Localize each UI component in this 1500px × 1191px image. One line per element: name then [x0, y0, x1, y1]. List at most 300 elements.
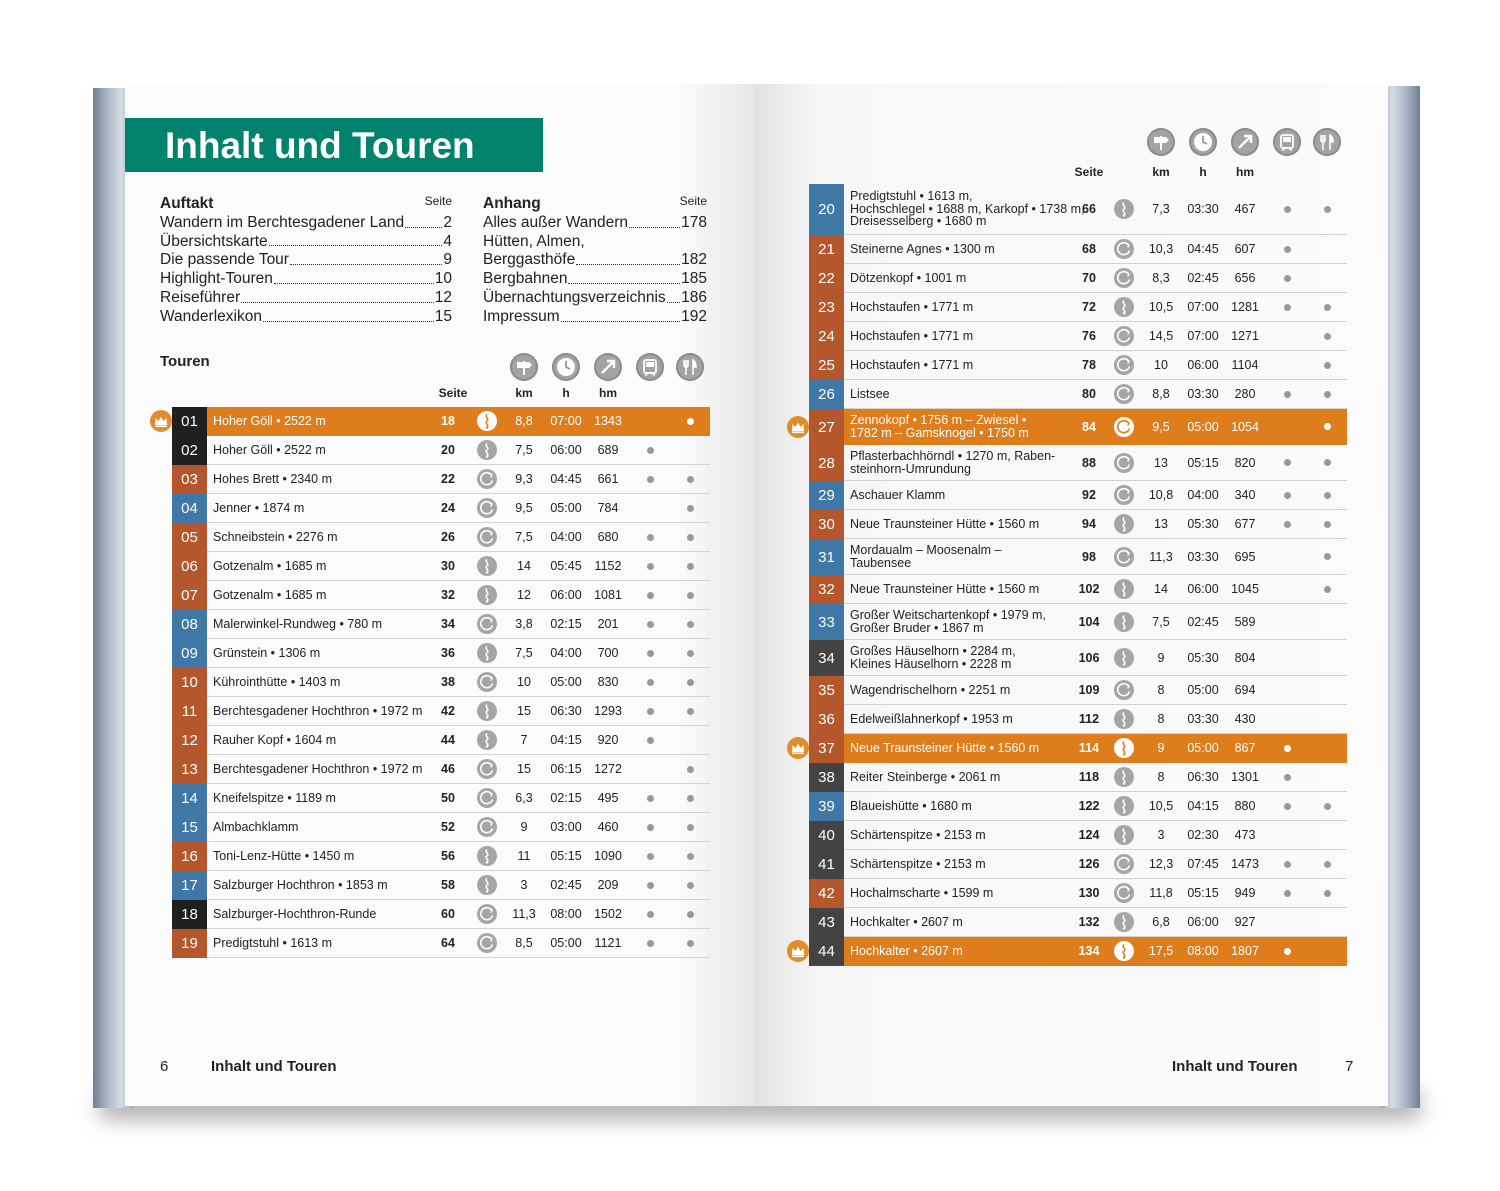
one-way-route-icon	[1114, 738, 1134, 758]
tour-elevation: 820	[1234, 455, 1256, 470]
tour-name-line: Pflasterbachhörndl • 1270 m, Raben-	[850, 449, 1056, 463]
tour-name: Hochkalter • 2607 m	[850, 943, 963, 958]
tour-number: 03	[172, 465, 207, 494]
toc-heading: Anhang	[483, 195, 541, 212]
toc-leader-dots	[568, 270, 680, 284]
tour-page: 88	[1082, 455, 1096, 470]
one-way-route-icon	[1114, 612, 1134, 632]
tour-km: 10,3	[1148, 242, 1174, 256]
toc-leader-dots	[269, 233, 443, 247]
tour-number: 31	[809, 539, 844, 575]
signpost-icon	[1147, 128, 1175, 156]
tour-row	[809, 445, 1347, 481]
tour-elevation: 880	[1234, 799, 1256, 813]
tour-duration: 06:00	[1187, 582, 1219, 596]
tour-row	[172, 639, 710, 668]
tour-row	[809, 510, 1347, 539]
tour-km: 9,5	[1152, 419, 1170, 434]
tour-number: 35	[809, 676, 844, 705]
tour-page: 18	[441, 414, 455, 428]
tour-duration: 04:45	[1187, 242, 1219, 256]
one-way-route-icon	[477, 846, 497, 866]
tour-duration: 04:00	[1187, 488, 1219, 502]
tour-row	[172, 842, 710, 871]
tour-km: 10,5	[1148, 799, 1174, 813]
tour-page: 58	[441, 878, 455, 892]
tour-number: 29	[809, 481, 844, 510]
one-way-route-icon	[1114, 199, 1134, 219]
tour-duration: 02:15	[550, 617, 582, 631]
toc-item-page: 192	[681, 307, 707, 325]
tour-row	[809, 850, 1347, 879]
tour-km: 15	[517, 704, 531, 718]
toc-anhang	[483, 195, 707, 327]
tour-number: 30	[809, 510, 844, 539]
page-title: Inhalt und Touren	[165, 125, 475, 166]
tour-elevation: 680	[597, 530, 619, 544]
food-dot	[1324, 391, 1331, 398]
tour-name: Gotzenalm • 1685 m	[213, 587, 327, 602]
tour-name-lines	[850, 645, 1016, 670]
tour-name-line: Dreisesselberg • 1680 m	[850, 214, 987, 229]
tour-name: Hoher Göll • 2522 m	[213, 442, 326, 457]
tour-page: 84	[1082, 419, 1096, 434]
tour-elevation: 1054	[1231, 419, 1259, 434]
round-trip-icon	[1114, 485, 1134, 505]
tour-row	[809, 792, 1347, 821]
tour-row	[172, 929, 710, 958]
tour-row	[172, 465, 710, 494]
toc-item	[160, 251, 452, 270]
tour-km: 12,3	[1148, 857, 1174, 871]
one-way-route-icon	[1114, 796, 1134, 816]
round-trip-icon	[1114, 417, 1134, 437]
tour-km: 9,5	[515, 501, 533, 515]
bus-icon	[1273, 128, 1301, 156]
tour-page: 132	[1078, 915, 1100, 929]
tour-km: 11	[517, 849, 531, 863]
tour-name-lines	[850, 450, 1055, 475]
tour-page: 98	[1082, 549, 1096, 564]
tour-km: 9	[520, 820, 528, 834]
tour-km: 7,5	[1152, 614, 1170, 629]
toc-item-label: Berggasthöfe	[483, 251, 576, 269]
tour-number: 21	[809, 235, 844, 264]
tour-row	[809, 184, 1347, 235]
tour-number: 01	[172, 407, 207, 436]
tour-row	[809, 640, 1347, 676]
one-way-route-icon	[1114, 579, 1134, 599]
tour-name	[850, 539, 1001, 574]
tour-duration: 06:15	[550, 762, 582, 776]
bus-dot	[1284, 890, 1291, 897]
restaurant-icon	[1313, 128, 1341, 156]
tour-elevation: 460	[597, 820, 619, 834]
tour-page: 24	[441, 501, 455, 515]
tour-duration: 04:15	[1187, 799, 1219, 813]
tour-row	[172, 784, 710, 813]
toc-item-page: 182	[681, 251, 707, 269]
one-way-route-icon	[1114, 941, 1134, 961]
bus-dot	[647, 447, 654, 454]
toc-auftakt	[160, 195, 452, 327]
tour-number: 40	[809, 821, 844, 850]
bus-dot	[647, 621, 654, 628]
tour-number: 42	[809, 879, 844, 908]
tour-duration: 06:00	[550, 443, 582, 457]
one-way-route-icon	[477, 556, 497, 576]
tour-page: 134	[1078, 944, 1100, 958]
round-trip-icon	[1114, 384, 1134, 404]
tour-number: 14	[172, 784, 207, 813]
tour-duration: 04:15	[550, 733, 582, 747]
bus-dot	[647, 650, 654, 657]
tour-duration: 03:00	[550, 820, 582, 834]
food-dot	[1324, 586, 1331, 593]
toc-item-label: Übersichtskarte	[160, 232, 268, 250]
food-dot	[687, 708, 694, 715]
tour-row	[809, 879, 1347, 908]
column-hm: hm	[599, 386, 617, 400]
round-trip-icon	[477, 933, 497, 953]
tour-duration: 02:15	[550, 791, 582, 805]
tour-duration: 05:30	[1187, 650, 1219, 665]
tour-page: 26	[441, 530, 455, 544]
tour-duration: 08:00	[1187, 944, 1219, 958]
toc-item	[483, 233, 707, 252]
tour-name-line: Hochschlegel • 1688 m, Karkopf • 1738 m,	[850, 201, 1085, 216]
food-dot	[1324, 492, 1331, 499]
tour-number: 23	[809, 293, 844, 322]
toc-item	[160, 270, 452, 289]
one-way-route-icon	[477, 585, 497, 605]
tour-row	[172, 755, 710, 784]
tour-name: Toni-Lenz-Hütte • 1450 m	[213, 848, 355, 863]
tour-elevation: 1090	[594, 849, 622, 863]
tour-name: Steinerne Agnes • 1300 m	[850, 241, 995, 256]
tour-km: 8	[1157, 683, 1165, 697]
tour-number: 17	[172, 871, 207, 900]
bus-dot	[1284, 304, 1291, 311]
round-trip-icon	[1114, 268, 1134, 288]
tour-row	[172, 871, 710, 900]
tour-duration: 07:45	[1187, 857, 1219, 871]
touren-heading: Touren	[160, 353, 210, 370]
bus-dot	[1284, 275, 1291, 282]
food-dot	[687, 418, 694, 425]
bus-dot	[647, 592, 654, 599]
tour-page: 34	[441, 617, 455, 631]
tour-page: 109	[1078, 683, 1100, 697]
tour-elevation: 677	[1234, 517, 1256, 531]
tour-number: 26	[809, 380, 844, 409]
bus-dot	[647, 679, 654, 686]
round-trip-icon	[477, 759, 497, 779]
restaurant-icon	[676, 353, 704, 381]
bus-dot	[647, 882, 654, 889]
tour-page: 130	[1078, 886, 1100, 900]
tour-km: 8	[1157, 712, 1165, 726]
tour-page: 38	[441, 675, 455, 689]
tour-number: 11	[172, 697, 207, 726]
tour-km: 14	[517, 559, 531, 573]
tour-elevation: 467	[1234, 202, 1256, 216]
tour-name: Neue Traunsteiner Hütte • 1560 m	[850, 516, 1040, 531]
tour-elevation: 661	[597, 472, 619, 486]
round-trip-icon	[1114, 547, 1134, 567]
food-dot	[1324, 333, 1331, 340]
tour-km: 14	[1154, 582, 1168, 596]
tour-km: 12	[517, 588, 531, 602]
tour-page: 106	[1078, 650, 1100, 665]
tour-elevation: 1271	[1231, 329, 1259, 343]
tour-number: 24	[809, 322, 844, 351]
tour-name: Kührointhütte • 1403 m	[213, 674, 341, 689]
toc-item-page: 185	[681, 270, 707, 288]
tour-km: 7,5	[515, 646, 533, 660]
bus-dot	[1284, 774, 1291, 781]
one-way-route-icon	[1114, 767, 1134, 787]
tour-number: 13	[172, 755, 207, 784]
toc-item	[160, 214, 452, 233]
tour-number: 04	[172, 494, 207, 523]
tour-elevation: 1502	[594, 907, 622, 921]
food-dot	[1324, 304, 1331, 311]
tour-duration: 03:30	[1187, 712, 1219, 726]
tour-row	[172, 494, 710, 523]
toc-seite-label: Seite	[424, 194, 452, 208]
toc-seite-label: Seite	[679, 194, 707, 208]
tour-km: 6,3	[515, 791, 533, 805]
tour-duration: 05:15	[550, 849, 582, 863]
food-dot	[687, 534, 694, 541]
tour-elevation: 949	[1234, 886, 1256, 900]
running-title-left: Inhalt und Touren	[211, 1058, 337, 1075]
toc-item-label: Bergbahnen	[483, 270, 568, 288]
food-dot	[1324, 861, 1331, 868]
tour-number: 39	[809, 792, 844, 821]
tour-duration: 06:00	[1187, 358, 1219, 372]
tour-name: Neue Traunsteiner Hütte • 1560 m	[850, 581, 1040, 596]
food-dot	[1324, 423, 1331, 430]
tour-row	[809, 821, 1347, 850]
tour-row	[809, 322, 1347, 351]
tour-elevation: 430	[1234, 712, 1256, 726]
tour-page: 76	[1082, 329, 1096, 343]
bus-dot	[647, 795, 654, 802]
tour-page: 52	[441, 820, 455, 834]
food-dot	[687, 563, 694, 570]
tour-name	[850, 409, 1029, 444]
tour-page: 30	[441, 559, 455, 573]
tour-number: 02	[172, 436, 207, 465]
tour-elevation: 209	[597, 878, 619, 892]
column-seite: Seite	[438, 386, 468, 400]
food-dot	[687, 911, 694, 918]
bus-icon	[636, 353, 664, 381]
tour-duration: 05:00	[550, 501, 582, 515]
tour-elevation: 804	[1234, 650, 1256, 665]
bus-dot	[647, 824, 654, 831]
tour-duration: 02:45	[1187, 271, 1219, 285]
round-trip-icon	[1114, 453, 1134, 473]
tour-duration: 04:45	[550, 472, 582, 486]
tour-elevation: 867	[1234, 741, 1256, 755]
tour-duration: 05:15	[1187, 886, 1219, 900]
tour-page: 124	[1078, 828, 1100, 842]
tour-name-lines	[850, 414, 1029, 439]
tour-km: 8,5	[515, 936, 533, 950]
tour-km: 13	[1154, 517, 1168, 531]
tour-page: 114	[1078, 741, 1100, 755]
tour-row	[809, 539, 1347, 575]
tour-row	[809, 481, 1347, 510]
one-way-route-icon	[477, 730, 497, 750]
tour-km: 11,8	[1149, 886, 1173, 900]
tour-name: Listsee	[850, 386, 890, 401]
tour-page: 94	[1082, 517, 1096, 531]
tour-row	[809, 575, 1347, 604]
tour-row	[809, 293, 1347, 322]
one-way-route-icon	[1114, 709, 1134, 729]
tour-elevation: 589	[1234, 614, 1256, 629]
tour-name: Hochalmscharte • 1599 m	[850, 885, 994, 900]
bus-dot	[1284, 246, 1291, 253]
tour-elevation: 1807	[1231, 944, 1259, 958]
round-trip-icon	[1114, 854, 1134, 874]
food-dot	[687, 766, 694, 773]
food-dot	[687, 679, 694, 686]
toc-item	[160, 233, 452, 252]
round-trip-icon	[1114, 680, 1134, 700]
tour-row	[172, 610, 710, 639]
tour-row	[809, 409, 1347, 445]
tour-duration: 05:00	[1187, 419, 1219, 434]
round-trip-icon	[477, 498, 497, 518]
tour-name: Schneibstein • 2276 m	[213, 529, 338, 544]
tour-number: 09	[172, 639, 207, 668]
tour-km: 10,5	[1148, 300, 1174, 314]
tour-name: Hohes Brett • 2340 m	[213, 471, 333, 486]
tour-row	[172, 523, 710, 552]
tour-name-lines	[850, 544, 1001, 569]
tour-km: 13	[1154, 455, 1168, 470]
tour-name: Edelweißlahnerkopf • 1953 m	[850, 711, 1013, 726]
signpost-icon	[510, 353, 538, 381]
tour-elevation: 1104	[1231, 358, 1259, 372]
toc-item-label: Die passende Tour	[160, 251, 289, 269]
tour-elevation: 784	[597, 501, 619, 515]
toc-item-page: 10	[434, 270, 452, 288]
food-dot	[1324, 553, 1331, 560]
tour-name: Schärtenspitze • 2153 m	[850, 856, 986, 871]
toc-item	[483, 270, 707, 289]
tour-km: 8	[1157, 770, 1165, 784]
column-km: km	[515, 386, 533, 400]
round-trip-icon	[477, 788, 497, 808]
toc-item-label: Impressum	[483, 307, 560, 325]
one-way-route-icon	[477, 701, 497, 721]
tour-row	[809, 734, 1347, 763]
tour-page: 68	[1082, 242, 1096, 256]
food-dot	[687, 882, 694, 889]
tour-row	[809, 908, 1347, 937]
tour-duration: 05:00	[550, 675, 582, 689]
tour-duration: 02:45	[1187, 614, 1219, 629]
tour-number: 20	[809, 184, 844, 235]
tour-number: 15	[172, 813, 207, 842]
round-trip-icon	[1114, 355, 1134, 375]
tour-name	[850, 604, 1046, 639]
tour-number: 07	[172, 581, 207, 610]
bus-dot	[647, 476, 654, 483]
tour-page: 80	[1082, 387, 1096, 401]
tour-page: 36	[441, 646, 455, 660]
tour-number: 37	[809, 734, 844, 763]
toc-leader-dots	[274, 270, 434, 284]
toc-item-label: Alles außer Wandern	[483, 213, 629, 231]
tour-number: 08	[172, 610, 207, 639]
bus-dot	[647, 708, 654, 715]
tour-number: 34	[809, 640, 844, 676]
toc-leader-dots	[561, 308, 680, 322]
tour-duration: 07:00	[1187, 300, 1219, 314]
tour-name: Jenner • 1874 m	[213, 500, 305, 515]
toc-item-page: 12	[434, 288, 452, 306]
bus-dot	[1284, 521, 1291, 528]
column-h: h	[1199, 165, 1207, 179]
column-km: km	[1152, 165, 1170, 179]
food-dot	[687, 592, 694, 599]
bus-dot	[647, 737, 654, 744]
tour-name-line: Großes Häuselhorn • 2284 m,	[850, 644, 1016, 658]
tour-duration: 06:00	[550, 588, 582, 602]
tour-name: Berchtesgadener Hochthron • 1972 m	[213, 761, 423, 776]
tour-duration: 07:00	[550, 414, 582, 428]
tour-elevation: 1081	[594, 588, 622, 602]
tour-duration: 08:00	[550, 907, 582, 921]
tour-km: 3,8	[515, 617, 533, 631]
tour-row	[172, 813, 710, 842]
tour-duration: 06:00	[1187, 915, 1219, 929]
tour-row	[172, 726, 710, 755]
toc-leader-dots	[629, 214, 680, 228]
tour-number: 19	[172, 929, 207, 958]
tour-name-line: Großer Bruder • 1867 m	[850, 620, 984, 635]
tour-name: Blaueishütte • 1680 m	[850, 798, 972, 813]
tour-duration: 04:00	[550, 646, 582, 660]
tour-km: 10	[1154, 358, 1168, 372]
tour-number: 28	[809, 445, 844, 481]
bus-dot	[1284, 745, 1291, 752]
tour-name-line: Kleines Häuselhorn • 2228 m	[850, 656, 1012, 671]
tour-page: 20	[441, 443, 455, 457]
tour-page: 102	[1078, 582, 1100, 596]
bus-dot	[647, 563, 654, 570]
tour-name: Kneifelspitze • 1189 m	[213, 790, 336, 805]
tour-elevation: 1121	[594, 936, 622, 950]
column-hm: hm	[1236, 165, 1254, 179]
tour-row	[172, 436, 710, 465]
tour-name	[850, 445, 1055, 480]
tour-elevation: 927	[1234, 915, 1256, 929]
tour-elevation: 1272	[594, 762, 622, 776]
tour-duration: 05:00	[550, 936, 582, 950]
toc-item	[160, 308, 452, 327]
round-trip-icon	[477, 527, 497, 547]
tour-name: Gotzenalm • 1685 m	[213, 558, 327, 573]
tour-name: Rauher Kopf • 1604 m	[213, 732, 337, 747]
